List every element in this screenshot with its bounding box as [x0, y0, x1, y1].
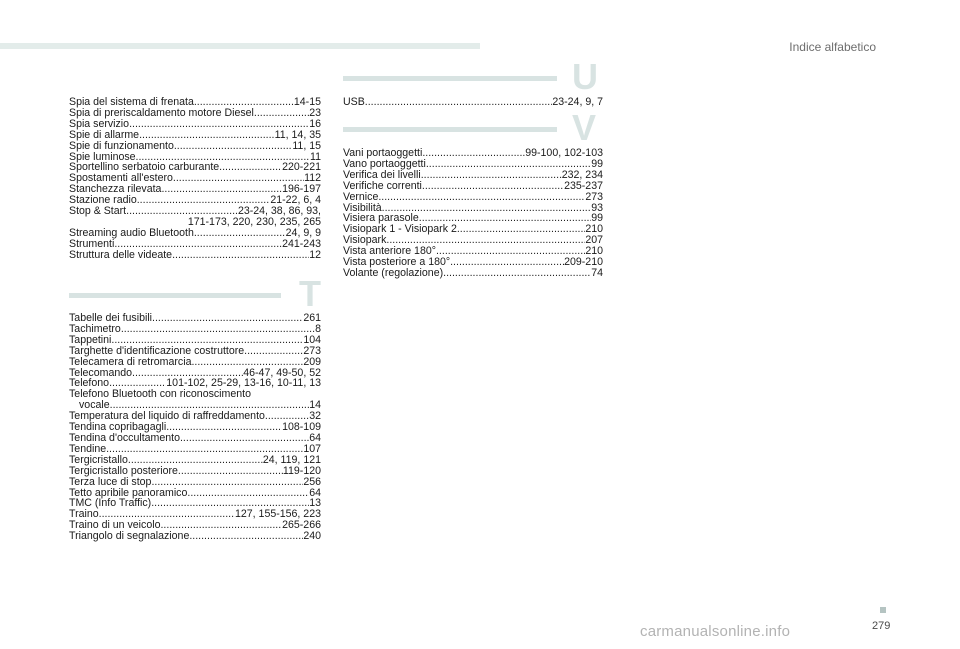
- section-header-u: [343, 56, 603, 97]
- dot-leader: [189, 531, 303, 542]
- entry-term: Verifiche correnti: [343, 179, 422, 192]
- entry-term: Spie di funzionamento: [69, 139, 174, 152]
- header-rule: [0, 43, 480, 49]
- entry-term: Spia servizio: [69, 117, 130, 130]
- entry-pages: 112: [304, 172, 321, 185]
- dot-leader: [422, 181, 564, 192]
- entry-term: Stazione radio: [69, 194, 137, 207]
- entry-term: Volante (regolazione): [343, 266, 444, 279]
- entry-pages: 64: [309, 431, 321, 444]
- entry-term: Vani portaoggetti: [343, 147, 423, 159]
- dot-leader: [161, 184, 282, 195]
- entry-pages: 46-47, 49-50, 52: [243, 366, 321, 379]
- entry-pages: 220-221: [282, 161, 321, 174]
- dot-leader: [422, 148, 525, 159]
- entry-term: Triangolo di segnalazione: [69, 530, 190, 543]
- entry-pages: 210: [585, 245, 603, 258]
- index-entry: [69, 477, 321, 488]
- index-column-left-s: [69, 97, 321, 261]
- entry-term: Visiopark 1 - Visiopark 2: [343, 223, 457, 236]
- entry-term: Spia del sistema di frenata: [69, 96, 194, 108]
- entry-pages: 209-210: [564, 256, 603, 269]
- entry-pages: 11, 15: [292, 139, 321, 152]
- dot-leader: [194, 228, 286, 239]
- dot-leader: [219, 162, 282, 173]
- entry-term: Traino: [69, 508, 99, 521]
- dot-leader: [174, 141, 292, 152]
- entry-pages: 64: [309, 486, 321, 499]
- entry-pages: 256: [303, 475, 321, 488]
- entry-pages: 8: [315, 322, 321, 335]
- entry-pages: 210: [585, 223, 603, 236]
- dot-leader: [254, 108, 309, 119]
- entry-term: Telecomando: [69, 366, 133, 379]
- entry-pages: 104: [303, 333, 321, 346]
- entry-pages: 99: [591, 212, 603, 225]
- index-entry: [343, 268, 603, 279]
- dot-leader: [378, 192, 585, 203]
- entry-pages: 13: [309, 497, 321, 510]
- entry-pages: 241-243: [282, 237, 321, 250]
- entry-pages: 273: [303, 344, 321, 357]
- entry-pages: 240: [303, 530, 321, 543]
- entry-term: Tabelle dei fusibili: [69, 312, 153, 324]
- entry-pages: 24, 9, 9: [285, 226, 321, 239]
- index-entry: [343, 181, 603, 192]
- section-rule: [343, 76, 557, 81]
- dot-leader: [187, 488, 309, 499]
- entry-pages: 101-102, 25-29, 13-16, 10-11, 13: [166, 377, 321, 390]
- index-entry: [69, 531, 321, 542]
- entry-pages: 16: [309, 117, 321, 130]
- entry-term: Vista posteriore a 180°: [343, 256, 451, 269]
- entry-term: Spostamenti all'estero: [69, 172, 173, 185]
- entry-term: Tendina copribagagli: [69, 421, 167, 434]
- entry-pages: 127, 155-156, 223: [234, 508, 321, 521]
- entry-term: Tetto apribile panoramico: [69, 486, 188, 499]
- page-marker: [880, 607, 886, 613]
- entry-term: TMC (Info Traffic): [69, 497, 152, 510]
- page-number: 279: [872, 620, 891, 632]
- entry-term: Traino di un veicolo: [69, 519, 161, 532]
- index-entry: [343, 192, 603, 203]
- entry-pages: 196-197: [282, 183, 321, 196]
- entry-term: Struttura delle videate: [69, 248, 173, 261]
- entry-pages: 99: [591, 157, 603, 170]
- index-entry: [69, 250, 321, 261]
- entry-pages: 14-15: [293, 96, 321, 108]
- entry-pages: 265-266: [282, 519, 321, 532]
- dot-leader: [151, 477, 303, 488]
- entry-pages: 119-120: [282, 464, 321, 477]
- entry-pages: 235-237: [564, 179, 603, 192]
- entry-term: Telefono: [69, 377, 110, 390]
- entry-term: Visiera parasole: [343, 212, 419, 225]
- entry-pages: 74: [591, 266, 603, 279]
- entry-pages: 23-24, 9, 7: [552, 96, 603, 108]
- entry-term: Vista anteriore 180°: [343, 245, 436, 258]
- entry-pages: 261: [303, 312, 321, 324]
- page-title: Indice alfabetico: [789, 40, 876, 54]
- entry-term: Stop & Start: [69, 205, 127, 218]
- entry-term: Spie di allarme: [69, 128, 140, 141]
- entry-pages: 232, 234: [561, 168, 603, 181]
- entry-term: Vernice: [343, 190, 379, 203]
- entry-pages: 11: [310, 150, 321, 163]
- section-rule: [69, 293, 281, 298]
- dot-leader: [436, 246, 585, 257]
- dot-leader: [421, 170, 562, 181]
- entry-pages: 207: [585, 234, 603, 247]
- entry-pages: 99-100, 102-103: [525, 147, 603, 159]
- entry-term: Tappetini: [69, 333, 112, 346]
- entry-pages: 32: [309, 410, 321, 423]
- entry-term: Tendina d'occultamento: [69, 431, 180, 444]
- entry-pages-continued: 171-173, 220, 230, 235, 265: [187, 215, 321, 228]
- index-entry: [69, 141, 321, 152]
- entry-term: Verifica dei livelli: [343, 168, 421, 181]
- index-entry: [69, 357, 321, 368]
- entry-term: vocale: [79, 399, 110, 412]
- dot-leader: [191, 357, 303, 368]
- dot-leader: [365, 97, 553, 108]
- entry-pages: 108-109: [282, 421, 321, 434]
- index-entry: [69, 433, 321, 444]
- dot-leader: [121, 324, 315, 335]
- section-letter: U: [572, 56, 598, 97]
- entry-term: Telecamera di retromarcia: [69, 355, 192, 368]
- entry-term: Tergicristallo: [69, 453, 128, 466]
- entry-pages: 12: [309, 248, 321, 261]
- entry-term: Vano portaoggetti: [343, 157, 426, 170]
- entry-pages: 14: [309, 399, 321, 412]
- dot-leader: [180, 433, 309, 444]
- section-letter: T: [299, 273, 321, 314]
- dot-leader: [139, 130, 275, 141]
- entry-term: Tachimetro: [69, 322, 121, 335]
- entry-term: Terza luce di stop: [69, 475, 152, 488]
- entry-pages: 273: [585, 190, 603, 203]
- section-letter: V: [572, 107, 597, 148]
- watermark: carmanualsonline.info: [640, 623, 791, 640]
- entry-pages: 21-22, 6, 4: [270, 194, 321, 207]
- dot-leader: [443, 268, 591, 279]
- section-header-t: [69, 273, 321, 314]
- entry-pages: 93: [591, 201, 603, 214]
- entry-term: Sportellino serbatoio carburante: [69, 161, 220, 174]
- dot-leader: [178, 466, 283, 477]
- dot-leader: [152, 313, 303, 324]
- index-entry: [69, 346, 321, 357]
- entry-term: Spie luminose: [69, 150, 136, 163]
- dot-leader: [166, 422, 282, 433]
- index-column-left-t: [69, 313, 321, 542]
- index-entry: [69, 466, 321, 477]
- entry-term: Telefono Bluetooth con riconoscimento: [69, 388, 251, 401]
- dot-leader: [244, 346, 303, 357]
- entry-term: Tergicristallo posteriore: [69, 464, 178, 477]
- entry-term: Visibilità: [343, 201, 382, 214]
- index-column-right-u: [343, 97, 603, 108]
- entry-term: Streaming audio Bluetooth: [69, 226, 194, 239]
- entry-pages: 107: [303, 442, 321, 455]
- entry-term: Strumenti: [69, 237, 115, 250]
- entry-pages: 23-24, 38, 86, 93,: [237, 205, 321, 218]
- section-rule: [343, 127, 557, 132]
- entry-term: Targhette d'identificazione costruttore: [69, 344, 245, 357]
- dot-leader: [457, 224, 585, 235]
- index-entry: [343, 97, 603, 108]
- entry-pages: 209: [303, 355, 321, 368]
- entry-term: Temperatura del liquido di raffreddamento: [69, 410, 265, 423]
- entry-term: Tendine: [69, 442, 107, 455]
- entry-term: Spia di preriscaldamento motore Diesel: [69, 106, 254, 119]
- entry-pages: 11, 14, 35: [274, 128, 321, 141]
- section-header-v: [343, 107, 603, 148]
- entry-pages: 24, 119, 121: [262, 453, 321, 466]
- dot-leader: [172, 250, 309, 261]
- entry-term: USB: [343, 96, 365, 108]
- entry-term: Stanchezza rilevata: [69, 183, 162, 196]
- dot-leader: [450, 257, 564, 268]
- entry-term: Visiopark: [343, 234, 387, 247]
- index-column-right-v: [343, 148, 603, 279]
- entry-pages: 23: [309, 106, 321, 119]
- index-entry: [69, 130, 321, 141]
